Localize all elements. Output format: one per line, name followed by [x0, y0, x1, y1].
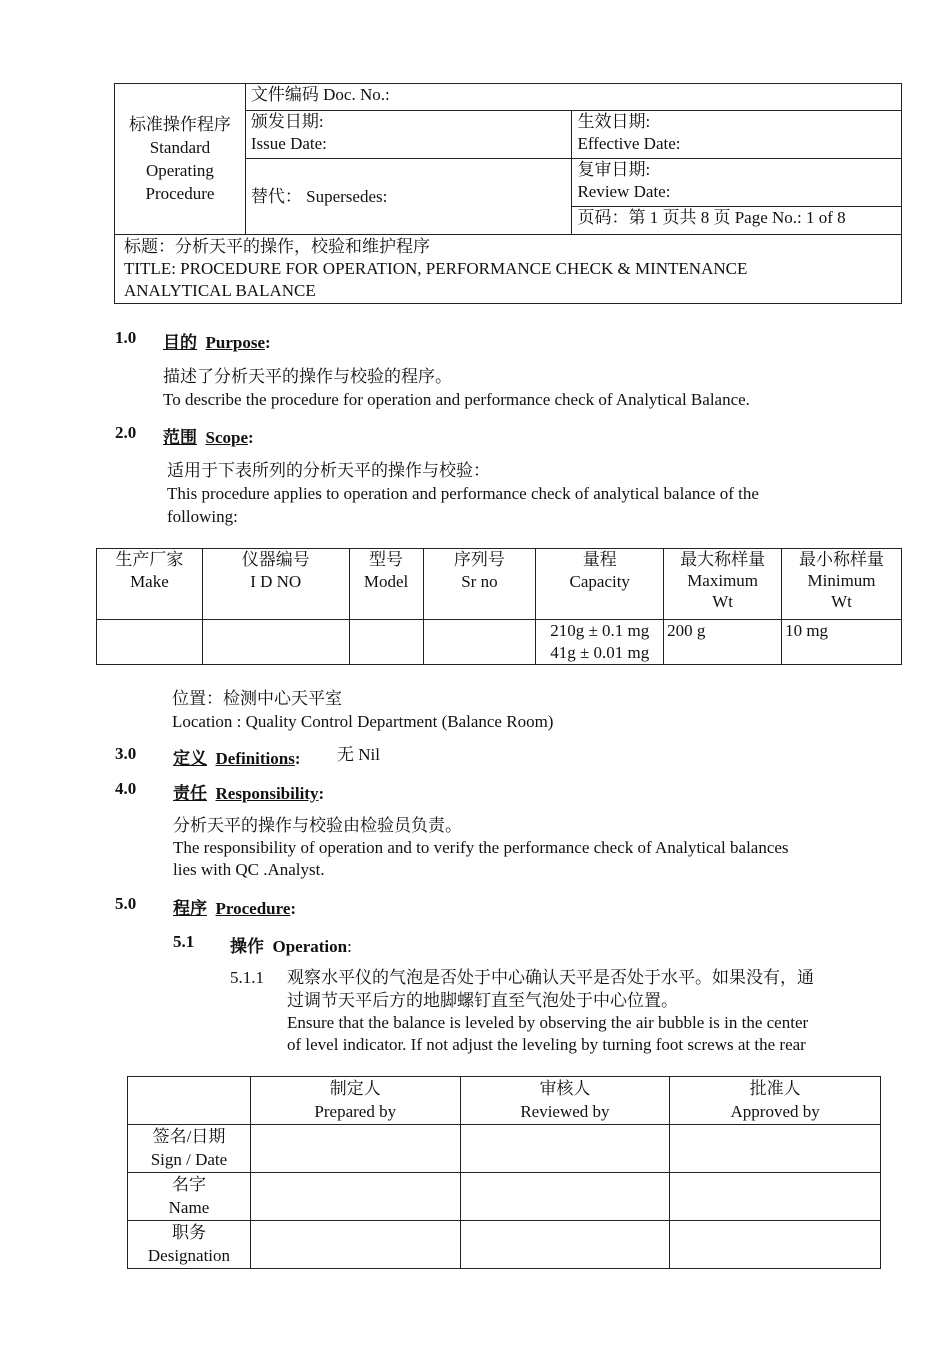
location-block [172, 687, 553, 733]
col-header-cn: 量程 [582, 550, 617, 569]
section-2-number: 2.0 [115, 423, 137, 442]
approved-sign-date-cell[interactable] [670, 1125, 881, 1173]
signoff-row-sign-date [128, 1125, 881, 1173]
definitions-value: 无 Nil [337, 745, 380, 764]
approved-name-cell[interactable] [670, 1173, 881, 1221]
reviewed-by-en: Reviewed by [520, 1102, 610, 1121]
section-4-title-cn: 责任 [173, 784, 207, 803]
reviewed-designation-cell[interactable] [460, 1221, 670, 1269]
signoff-corner-cell [128, 1077, 251, 1125]
reviewed-name-cell[interactable] [460, 1173, 670, 1221]
col-header-en-2: Wt [831, 592, 852, 611]
signoff-row-name [128, 1173, 881, 1221]
sop-label-cn: 标准操作程序 [128, 115, 231, 134]
title-cell [115, 235, 902, 304]
effective-date-cn: 生效日期: [577, 112, 651, 131]
col-header-en: Capacity [569, 572, 630, 591]
make-cell [97, 620, 203, 665]
signoff-row-designation [128, 1221, 881, 1269]
col-header-en: Sr no [461, 572, 498, 591]
section-4-number: 4.0 [115, 779, 137, 798]
supersedes-label: 替代： Supersedes: [250, 186, 388, 206]
prepared-by-header [250, 1077, 460, 1125]
capacity-value-2: 41g ± 0.01 mg [550, 643, 650, 662]
supersedes-cell [245, 159, 572, 235]
sop-label-en-2: Operating [145, 161, 214, 180]
section-1-text-en: To describe the procedure for operation and performance check of Analytical Balance. [163, 390, 750, 409]
section-1-body [163, 365, 750, 411]
section-5-heading [173, 894, 296, 919]
section-3-number: 3.0 [115, 744, 137, 763]
subsection-5-1-colon: : [347, 937, 352, 956]
row-label-cn: 签名/日期 [152, 1127, 226, 1146]
approved-designation-cell[interactable] [670, 1221, 881, 1269]
item-5-1-1-number: 5.1.1 [230, 968, 264, 987]
col-header-en: Model [363, 572, 409, 591]
subsection-5-1-heading [230, 932, 352, 957]
document-header-table [114, 83, 902, 304]
section-3-title-en: Definitions [215, 749, 295, 768]
instrument-table [96, 548, 902, 665]
section-1-number: 1.0 [115, 328, 137, 347]
sop-label-en-1: Standard [149, 138, 211, 157]
col-header-en: Minimum [807, 571, 876, 590]
model-cell [349, 620, 423, 665]
col-make-header [97, 549, 203, 620]
col-header-en-2: Wt [712, 592, 733, 611]
section-4-title-en: Responsibility [215, 784, 319, 803]
title-en-2: ANALYTICAL BALANCE [124, 281, 316, 300]
section-2-title-cn: 范围 [163, 428, 197, 447]
section-2-text-cn: 适用于下表所列的分析天平的操作与校验： [167, 461, 490, 480]
section-2-text-en-1: This procedure applies to operation and performance check of analytical balance of the [167, 484, 759, 503]
col-header-cn: 序列号 [453, 550, 505, 569]
section-2-heading [163, 423, 254, 448]
row-label-name [128, 1173, 251, 1221]
review-date-en: Review Date: [577, 182, 671, 201]
page-no-label: 页码：第 1 页共 8 页 Page No.: 1 of 8 [577, 208, 846, 227]
section-1-title-en: Purpose [205, 333, 265, 352]
section-5-title-cn: 程序 [173, 899, 207, 918]
section-1-text-cn: 描述了分析天平的操作与校验的程序。 [163, 367, 452, 386]
title-cn: 标题：分析天平的操作，校验和维护程序 [124, 237, 430, 256]
col-serial-header [423, 549, 536, 620]
sr-no-cell [423, 620, 536, 665]
col-header-cn: 最小称样量 [799, 550, 885, 569]
section-1-colon: : [265, 333, 271, 352]
review-date-cn: 复审日期: [577, 160, 651, 179]
prepared-by-en: Prepared by [314, 1102, 397, 1121]
page-no-cell [572, 207, 902, 235]
issue-date-en: Issue Date: [250, 134, 327, 153]
title-en-1: TITLE: PROCEDURE FOR OPERATION, PERFORMANCE CHECK & MINTENANCE [124, 259, 748, 278]
subsection-5-1-title-en: Operation [272, 937, 348, 956]
section-4-heading [173, 779, 324, 804]
sop-label-cell [115, 84, 246, 235]
capacity-cell [536, 620, 664, 665]
subsection-5-1-title-cn: 操作 [230, 937, 264, 956]
section-2-body [167, 459, 759, 528]
section-1-title-cn: 目的 [163, 333, 197, 352]
col-model-header [349, 549, 423, 620]
capacity-value-1: 210g ± 0.1 mg [550, 621, 650, 640]
section-5-title-en: Procedure [215, 899, 291, 918]
col-header-cn: 生产厂家 [115, 550, 184, 569]
issue-date-cn: 颁发日期: [250, 112, 324, 131]
item-5-1-1-text-en-2: of level indicator. If not adjust the leveling by turning foot screws at the rear [287, 1035, 806, 1054]
prepared-by-cn: 制定人 [329, 1079, 381, 1098]
section-5-number: 5.0 [115, 894, 137, 913]
min-weight-cell: 10 mg [782, 620, 902, 665]
section-4-colon: : [318, 784, 325, 803]
item-5-1-1-text-cn-2: 过调节天平后方的地脚螺钉直至气泡处于中心位置。 [287, 991, 678, 1010]
col-header-en: Maximum [687, 571, 759, 590]
row-label-en: Sign / Date [150, 1150, 228, 1169]
row-label-cn: 名字 [171, 1175, 206, 1194]
section-4-body [173, 815, 789, 881]
reviewed-by-cn: 审核人 [539, 1079, 591, 1098]
section-5-colon: : [290, 899, 297, 918]
approved-by-header [670, 1077, 881, 1125]
row-label-en: Designation [147, 1246, 231, 1265]
section-1-heading [163, 328, 271, 353]
prepared-name-cell[interactable] [250, 1173, 460, 1221]
prepared-designation-cell[interactable] [250, 1221, 460, 1269]
prepared-sign-date-cell[interactable] [250, 1125, 460, 1173]
col-min-weight-header [782, 549, 902, 620]
col-id-header [202, 549, 349, 620]
effective-date-cell [572, 111, 902, 159]
instrument-header-row [97, 549, 902, 620]
subsection-5-1-number: 5.1 [173, 932, 195, 951]
doc-no-cell [245, 84, 901, 111]
max-weight-cell: 200 g [664, 620, 782, 665]
col-capacity-header [536, 549, 664, 620]
col-header-cn: 仪器编号 [241, 550, 310, 569]
section-3-colon: : [294, 749, 301, 768]
section-2-title-en: Scope [205, 428, 248, 447]
col-max-weight-header [664, 549, 782, 620]
item-5-1-1-text-cn-1: 观察水平仪的气泡是否处于中心确认天平是否处于水平。如果没有，通 [287, 968, 814, 987]
id-no-cell [202, 620, 349, 665]
effective-date-en: Effective Date: [577, 134, 681, 153]
section-4-text-en-1: The responsibility of operation and to verify the performance check of Analytical balances [173, 838, 789, 857]
col-header-en: Make [130, 572, 169, 591]
item-5-1-1-body [287, 966, 887, 1056]
section-3-heading [173, 744, 301, 769]
col-header-en: I D NO [250, 572, 302, 591]
section-4-text-cn: 分析天平的操作与校验由检验员负责。 [173, 816, 462, 835]
approved-by-cn: 批准人 [749, 1079, 801, 1098]
instrument-data-row [97, 620, 902, 665]
col-header-cn: 最大称样量 [680, 550, 766, 569]
location-cn: 位置：检测中心天平室 [172, 689, 342, 708]
section-2-text-en-2: following: [167, 507, 238, 526]
section-3-title-cn: 定义 [173, 749, 207, 768]
row-label-sign-date [128, 1125, 251, 1173]
section-4-text-en-2: lies with QC .Analyst. [173, 860, 325, 879]
signoff-table [127, 1076, 881, 1269]
row-label-cn: 职务 [171, 1223, 206, 1242]
row-label-designation [128, 1221, 251, 1269]
doc-no-label: 文件编码 Doc. No.: [250, 85, 390, 104]
signoff-header-row [128, 1077, 881, 1125]
section-2-colon: : [248, 428, 254, 447]
review-date-cell [572, 159, 902, 207]
location-en: Location : Quality Control Department (Balance Room) [172, 712, 554, 731]
reviewed-by-header [460, 1077, 670, 1125]
item-5-1-1-text-en-1: Ensure that the balance is leveled by observing the air bubble is in the center [287, 1013, 809, 1032]
col-header-cn: 型号 [369, 550, 404, 569]
reviewed-sign-date-cell[interactable] [460, 1125, 670, 1173]
row-label-en: Name [168, 1198, 210, 1217]
sop-label-en-3: Procedure [145, 184, 215, 203]
approved-by-en: Approved by [730, 1102, 820, 1121]
issue-date-cell [245, 111, 572, 159]
